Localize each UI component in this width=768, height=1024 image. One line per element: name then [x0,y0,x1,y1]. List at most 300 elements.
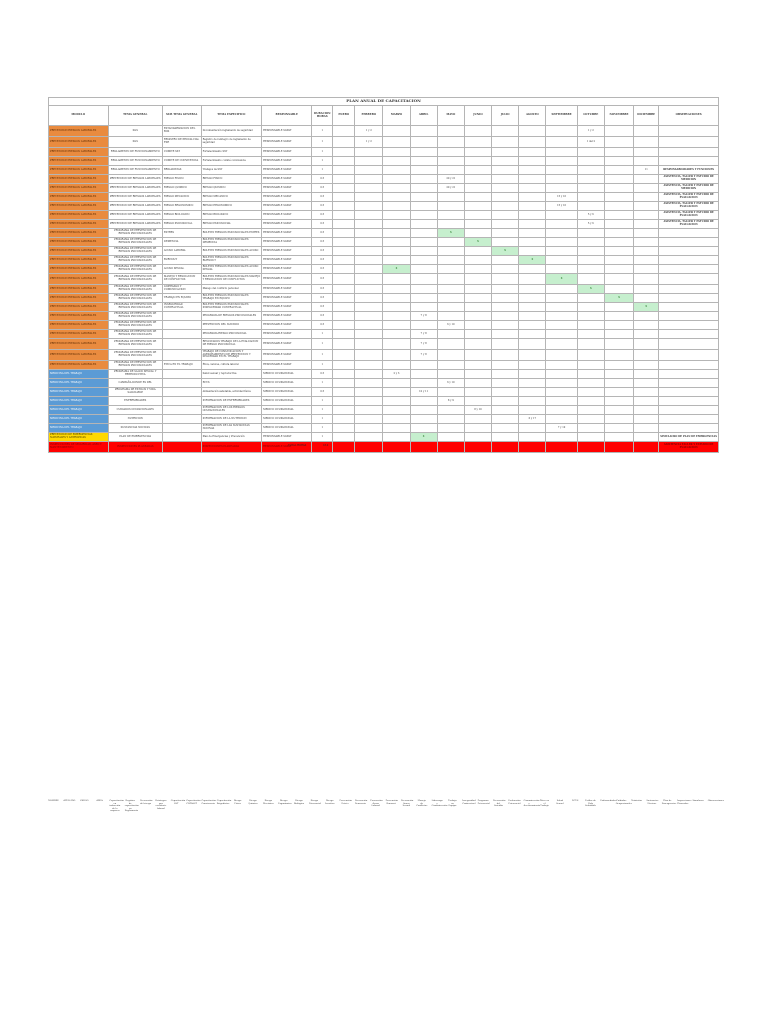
month-cell [437,265,464,274]
data-cell: 1 [312,379,333,388]
data-cell: 1 [312,361,333,370]
data-cell: ASISTENCIA, TALLER Y ESTUDIO DE EVALUACION [659,202,719,211]
data-cell: Documentación reglamento de seguridad [201,126,262,137]
module-cell: PREVENCION RIESGOS LABORALES [49,321,109,330]
data-cell: RIESGO QUIMICO [162,184,201,193]
month-cell [355,397,383,406]
month-cell [604,312,633,321]
month-cell [492,312,519,321]
module-cell: PREVENCION DE EMERGENCIAS NATURALES Y ANTROPICAS [49,433,109,442]
month-cell [355,274,383,285]
table-row [49,285,719,294]
month-cell [464,148,491,157]
data-cell: INFORMACION DE LAS SUSTANCIAS NOCIVAS [201,424,262,433]
month-cell [492,424,519,433]
module-cell: INSPECCIONES DE SEGURIDAD, ASEO Y MANTENIMIENTO [49,442,109,453]
month-cell [383,330,410,339]
month-cell [355,166,383,175]
month-cell [410,361,437,370]
data-cell: 0.5 [312,175,333,184]
table-row [49,350,719,361]
month-cell [464,350,491,361]
data-cell: RESPONSABLE SGSST [262,256,312,265]
data-cell: BRIGADISTAS [162,166,201,175]
month-cell [634,397,659,406]
month-cell [492,274,519,285]
data-cell: 0.5 [312,238,333,247]
month-cell [577,166,604,175]
month-cell [492,294,519,303]
month-cell [546,433,577,442]
month-cell [577,148,604,157]
data-cell: INSEGURIDAD CONTRACTUAL [162,303,201,312]
month-cell [464,433,491,442]
month-cell [577,274,604,285]
attendance-column-header: Prevención Estrés [339,799,352,805]
data-cell: 1 [312,397,333,406]
month-cell [519,330,546,339]
data-cell: RESPONSABLE SGSST [262,442,312,453]
data-cell: RESPONSABLE SGSST [262,350,312,361]
month-cell [410,166,437,175]
month-cell [519,361,546,370]
module-cell: PREVENCION RIESGOS LABORALES [49,211,109,220]
month-cell [464,330,491,339]
month-cell [410,370,437,379]
data-cell: PREVENCION DE RIESGOS LABORALES [108,184,162,193]
module-cell: PREVENCION RIESGOS LABORALES [49,350,109,361]
month-cell [355,175,383,184]
month-cell [437,294,464,303]
data-cell: RESPONSABLE SGSST [262,175,312,184]
month-cell [577,321,604,330]
month-cell [355,379,383,388]
month-cell [546,247,577,256]
month-cell [333,388,355,397]
month-cell: 20 y 21 [437,184,464,193]
month-cell [410,406,437,415]
data-cell: Manejo del conflicto personal [201,285,262,294]
month-cell [604,285,633,294]
data-cell: RIESGO PSICOSOCIAL [201,220,262,229]
data-cell: 0.5 [312,312,333,321]
month-cell [355,388,383,397]
data-cell: PROGRAMA DE PREVENCION DE RIESGOS PSICOSOCIALES [108,265,162,274]
data-cell: DEMENCIA [162,238,201,247]
module-cell: PREVENCION RIESGOS LABORALES [49,175,109,184]
month-cell [464,370,491,379]
data-cell [659,415,719,424]
month-cell [577,388,604,397]
month-cell [355,339,383,350]
month-cell [333,424,355,433]
month-cell [410,321,437,330]
data-cell: PROGRAMA DE PREVENCION DE RIESGOS PSICOSOCIALES [108,312,162,321]
attendance-column-header: Riesgo Locativo [324,799,335,805]
data-cell: RIESGO BIOLOGICO [201,211,262,220]
data-cell: 0.5 [312,294,333,303]
month-cell [634,294,659,303]
month-cell [604,433,633,442]
month-cell [519,424,546,433]
data-cell: 0.5 [312,220,333,229]
month-cell [437,433,464,442]
data-cell [659,256,719,265]
attendance-column-header: CARGO [79,799,89,802]
month-cell: X [634,303,659,312]
month-cell [410,126,437,137]
month-cell [577,193,604,202]
month-cell [437,424,464,433]
month-cell [546,184,577,193]
month-cell [355,184,383,193]
month-cell: 6 y 10 [437,321,464,330]
data-cell: RESPONSABLE SGSST [262,126,312,137]
column-header: ENERO [333,106,355,126]
data-cell: RESPONSABLE SGSST [262,238,312,247]
month-cell [383,202,410,211]
month-cell [577,202,604,211]
month-cell [577,424,604,433]
data-cell: 0.5 [312,202,333,211]
month-cell: 15 y 16 [546,193,577,202]
attendance-column-header: Riesgo Mecánico [262,799,274,805]
month-cell [546,303,577,312]
month-cell [437,274,464,285]
month-cell [464,166,491,175]
data-cell [162,350,201,361]
table-row [49,265,719,274]
data-cell: PROGRAMA DE PREVENCION DE RIESGOS PSICOSOCIALES [108,256,162,265]
data-cell [162,321,201,330]
data-cell: PREVENCION DE RIESGOS LABORALES [108,175,162,184]
month-cell [355,256,383,265]
month-cell [355,415,383,424]
data-cell [162,388,201,397]
attendance-column-header: Programa Psicosocial [477,799,490,805]
month-cell [492,157,519,166]
month-cell [410,220,437,229]
data-cell [659,379,719,388]
data-cell: PROGRAMA DE RIESGOS PSICOSOCIALES [201,312,262,321]
data-cell: PROGRAMA DE PREVENCION DE RIESGOS PSICOSOCIALES [108,285,162,294]
data-cell: 1 [312,126,333,137]
totals-label: TOTAL HORAS [288,444,307,447]
month-cell [383,274,410,285]
module-cell: MEDICINA DEL TRABAJO [49,424,109,433]
data-cell: ASISTENCIA, TALLER Y ESTUDIO DE EVALUACION [659,220,719,229]
month-cell [577,330,604,339]
month-cell [546,137,577,148]
month-cell [604,126,633,137]
month-cell [604,137,633,148]
month-cell [577,350,604,361]
attendance-column-header: Riesgo Ergonómico [278,799,292,805]
attendance-column-header: Capacitación en inducción de la empresa [109,799,124,812]
month-cell [492,379,519,388]
data-cell: REGISTRO DE PROCALCIAL FSR [162,137,201,148]
attendance-column-header: Comunicación y Asesoramiento [523,799,541,807]
month-cell [355,303,383,312]
month-cell [333,294,355,303]
data-cell [162,339,201,350]
month-cell [492,415,519,424]
month-cell [355,330,383,339]
month-cell: 1 y 2 [355,126,383,137]
month-cell: 7 y 8 [410,350,437,361]
month-cell [437,370,464,379]
data-cell: Ética, valores, cultura laboral [201,361,262,370]
column-header: DICIEMBRE [634,106,659,126]
table-row [49,220,719,229]
month-cell [333,220,355,229]
month-cell [604,211,633,220]
month-cell [546,157,577,166]
month-cell [604,247,633,256]
month-cell [464,126,491,137]
data-cell: MEDICO OCUPACIONAL [262,406,312,415]
data-cell: RESPONSABLE SGSST [262,321,312,330]
month-cell [634,193,659,202]
month-cell [519,193,546,202]
month-cell [546,406,577,415]
data-cell: ACOSO SEXUAL [162,265,201,274]
module-cell: PREVENCION RIESGOS LABORALES [49,157,109,166]
month-cell [383,415,410,424]
data-cell [659,321,719,330]
month-cell [577,415,604,424]
month-cell: 1 y 2 [577,126,604,137]
month-cell [355,202,383,211]
month-cell [604,148,633,157]
data-cell [659,285,719,294]
month-cell [464,303,491,312]
data-cell: COMITE SST [162,148,201,157]
data-cell: MEDICO OCUPACIONAL [262,370,312,379]
month-cell [464,397,491,406]
data-cell: MEDICO OCUPACIONAL [262,415,312,424]
data-cell [659,247,719,256]
training-plan-table [48,97,719,453]
data-cell: RIESGO FISICO [201,175,262,184]
data-cell: 1 [312,350,333,361]
month-cell [546,175,577,184]
month-cell [492,370,519,379]
data-cell: RESPONSABLE SGSST [262,166,312,175]
month-cell: X [604,294,633,303]
month-cell [546,321,577,330]
data-cell: SGS [108,137,162,148]
attendance-column-header: Ética en el Trabajo [539,799,550,807]
data-cell [659,312,719,321]
month-cell [410,184,437,193]
data-cell: BOLETIN RIESGOS PSICOSOCIALES INSEGURIDAD CONTRACTUAL [201,303,262,312]
column-header: MODULO [49,106,109,126]
data-cell: Plan de Emergencias y Prevención [201,433,262,442]
module-cell: PREVENCION RIESGOS LABORALES [49,247,109,256]
attendance-column-header: Riesgo Biológico [293,799,305,805]
month-cell [604,202,633,211]
month-cell [519,175,546,184]
column-header: MARZO [383,106,410,126]
data-cell: PREVENCION DE RIESGOS LABORALES [108,202,162,211]
data-cell: RESPONSABLE SGSST [262,330,312,339]
module-cell: PREVENCION RIESGOS LABORALES [49,148,109,157]
month-cell [519,202,546,211]
month-cell [634,238,659,247]
table-row [49,424,719,433]
month-cell [333,312,355,321]
month-cell [577,312,604,321]
month-cell [383,175,410,184]
month-cell [464,265,491,274]
data-cell: PROGRAMA DE PREVENCION DE RIESGOS PSICOSOCIALES [108,229,162,238]
data-cell: RESPONSABLE SGSST [262,361,312,370]
column-header: ABRIL [410,106,437,126]
data-cell: 0.5 [312,193,333,202]
month-cell [546,256,577,265]
month-cell [464,321,491,330]
month-cell [604,350,633,361]
month-cell [577,361,604,370]
module-cell: PREVENCION RIESGOS LABORALES [49,274,109,285]
data-cell: 0.5 [312,247,333,256]
month-cell [634,126,659,137]
month-cell [604,184,633,193]
month-cell [383,137,410,148]
attendance-column-header: Manejo de Conflictos [416,799,428,807]
data-cell: 1 [312,415,333,424]
month-cell [333,433,355,442]
month-cell [437,361,464,370]
month-cell [464,229,491,238]
month-cell [604,256,633,265]
month-cell [333,211,355,220]
data-cell: RESPONSABLE SGSST [262,312,312,321]
month-cell [464,361,491,370]
month-cell [464,388,491,397]
month-cell [492,433,519,442]
data-cell: BOLETIN RIESGOS PSICOSOCIALES BURNOUT [201,256,262,265]
data-cell: PROGRAMA RIESGO PSICOSOCIAL [201,330,262,339]
data-cell: MEDICO OCUPACIONAL [262,379,312,388]
month-cell [333,339,355,350]
attendance-column-header: Prevención del Suicidio [492,799,506,807]
month-cell [464,256,491,265]
month-cell [492,330,519,339]
module-cell: PREVENCION RIESGOS LABORALES [49,238,109,247]
data-cell: LIDERAZGO Y COMUNICACION [162,285,201,294]
attendance-column-header: Reintegro por accidente laboral [155,799,167,810]
month-cell [519,397,546,406]
attendance-column-header: ECVS [572,799,579,802]
month-cell [492,137,519,148]
month-cell [634,415,659,424]
month-cell: X [492,247,519,256]
data-cell: PROGRAMA DE PREVENCION DE RIESGOS PSICOSOCIALES [108,339,162,350]
month-cell [383,256,410,265]
data-cell: RESPONSABLE SGSST [262,433,312,442]
data-cell: ESTRES [162,229,201,238]
month-cell [519,294,546,303]
data-cell [162,397,201,406]
month-cell [492,406,519,415]
month-cell [519,166,546,175]
month-cell [519,339,546,350]
month-cell [464,202,491,211]
attendance-column-header: Simulacro [692,799,704,802]
data-cell [659,330,719,339]
module-cell: MEDICINA DEL TRABAJO [49,397,109,406]
data-cell [659,294,719,303]
data-cell: ACOSO LABORAL [162,247,201,256]
month-cell [519,388,546,397]
table-row [49,321,719,330]
month-cell [383,321,410,330]
data-cell: RESULTADOS TRABAJO DE LA EVALUACION DE RIESGO PSICOSOCIAL [201,339,262,350]
month-cell: 15 y 16 [546,202,577,211]
month-cell [604,379,633,388]
data-cell: 1 [312,148,333,157]
module-cell: PREVENCION RIESGOS LABORALES [49,285,109,294]
month-cell [410,274,437,285]
month-cell [464,415,491,424]
month-cell [546,265,577,274]
month-cell [383,220,410,229]
month-cell [355,294,383,303]
month-cell [355,433,383,442]
month-cell [437,157,464,166]
month-cell [333,406,355,415]
attendance-column-header: Observaciones [707,799,725,802]
month-cell [410,148,437,157]
month-cell [464,339,491,350]
data-cell: ASISTENCIA, TALLER Y ESTUDIO DE MEDICION [659,184,719,193]
attendance-column-header: Capacitación COPASST [186,799,201,805]
table-row [49,175,719,184]
attendance-column-header: AREA [96,799,103,802]
data-cell: 0.5 [312,211,333,220]
month-cell [410,379,437,388]
training-plan-sheet [48,97,719,453]
table-row [49,202,719,211]
month-cell [634,370,659,379]
table-row [49,126,719,137]
month-cell [492,175,519,184]
month-cell [634,229,659,238]
month-cell: 1 del 2 [577,137,604,148]
month-cell [464,175,491,184]
month-cell [355,312,383,321]
data-cell: 1 [312,137,333,148]
attendance-column-header: Prevención Demencia [354,799,368,805]
module-cell: PREVENCION RIESGOS LABORALES [49,303,109,312]
data-cell: PROGRAMA DE SALUD SEXUAL Y REPRODUCTIVA [108,370,162,379]
month-cell: X [519,256,546,265]
header-row [49,106,719,126]
month-cell [333,238,355,247]
month-cell [634,256,659,265]
data-cell: RESPONSABLE SGSST [262,229,312,238]
month-cell [546,285,577,294]
month-cell: 8 y 9 [437,397,464,406]
column-header: OBSERVACIONES [659,106,719,126]
month-cell [604,229,633,238]
month-cell [546,330,577,339]
table-row [49,415,719,424]
column-header: SEPTIEMBRE [546,106,577,126]
month-cell [355,406,383,415]
